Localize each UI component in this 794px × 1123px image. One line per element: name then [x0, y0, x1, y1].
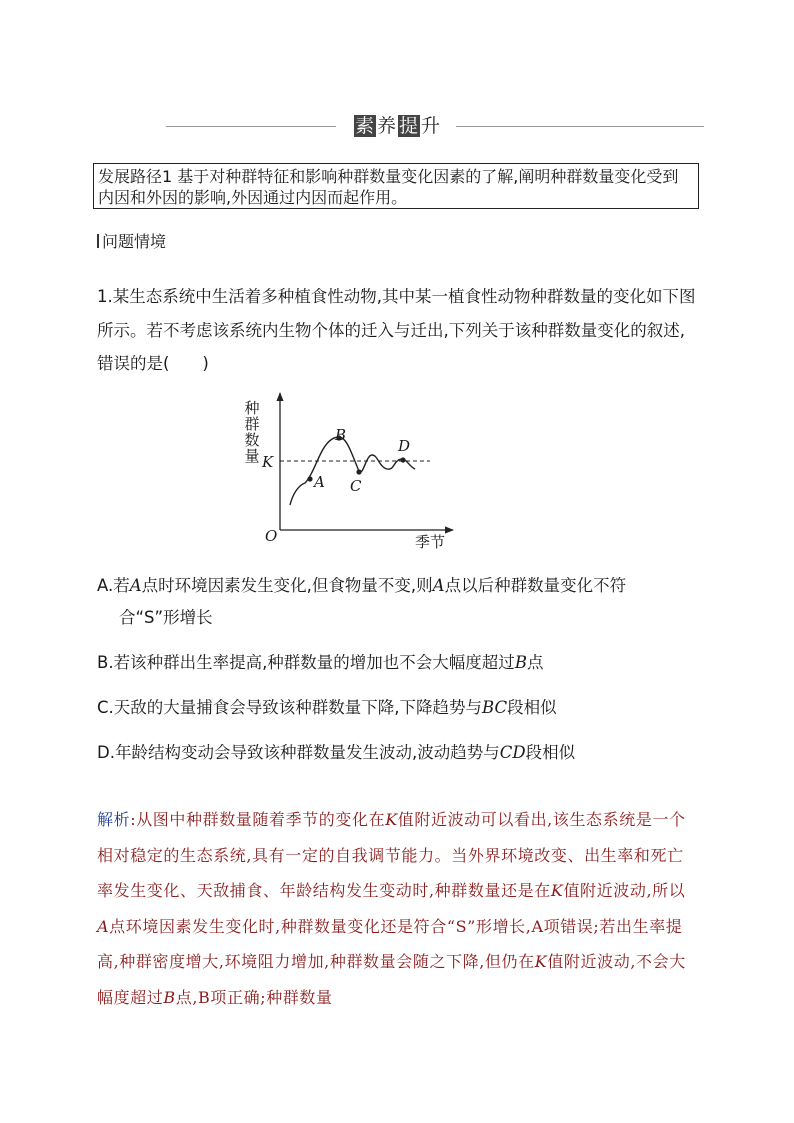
- analysis-part5: 值附近波动,不会大幅度超过: [97, 952, 686, 1007]
- point-a-label: A: [314, 473, 325, 491]
- question-text: 1.某生态系统中生活着多种植食性动物,其中某一植食性动物种群数量的变化如下图所示。若不考虑该系统内生物个体的迁入与迁出,下列关于该种群数量变化的叙述,错误的是( ): [97, 287, 696, 373]
- analysis-part2: 值附近波动可以看出,该生态系统是一个相对稳定的生态系统,具有一定的自我调节能力。当外界环境改变、出生率和死亡率发生变化、天敌捕食、年龄结构发生变动时,种群数量还是在: [97, 810, 686, 900]
- option-b-part2: 点: [526, 653, 544, 672]
- problem-scenario-heading: [97, 229, 166, 252]
- analysis-b: B: [163, 987, 176, 1007]
- option-c-var: BC: [482, 698, 508, 717]
- development-path-text: 发展路径1 基于对种群特征和影响种群数量变化因素的了解,阐明种群数量变化受到内因和外因的影响,外因通过内因而起作用。: [98, 167, 679, 207]
- option-a-var2: A: [432, 576, 445, 595]
- point-c-dot: [356, 469, 361, 474]
- point-c-label: C: [350, 477, 362, 495]
- option-a-part3: 点以后种群数量变化不符: [444, 576, 627, 595]
- development-path-box: [93, 163, 699, 209]
- analysis-a: A: [97, 916, 110, 936]
- option-a-part4: 合“S”形增长: [119, 608, 213, 627]
- analysis-section: [97, 802, 697, 1015]
- option-d-var: CD: [499, 743, 526, 762]
- question-stem: [97, 280, 697, 381]
- header-divider-right: [456, 126, 704, 127]
- population-figure: [235, 385, 460, 555]
- option-c: [97, 692, 701, 724]
- option-b-part1: B.若该种群出生率提高,种群数量的增加也不会大幅度超过: [97, 653, 515, 672]
- x-axis-label: 季节: [415, 533, 446, 551]
- option-a-var1: A: [129, 576, 142, 595]
- scenario-label: 问题情境: [102, 232, 167, 251]
- analysis-part4: 点环境因素发生变化时,种群数量变化还是符合“S”形增长,A项错误;若出生率提高,种群密度增大,环境阻力增加,种群数量会随之下降,但仍在: [97, 916, 683, 971]
- origin-label: O: [265, 527, 278, 545]
- option-d-part1: D.年龄结构变动会导致该种群数量发生波动,波动趋势与: [97, 743, 500, 762]
- title-char-1: 素: [355, 115, 376, 137]
- header-divider-left: [166, 126, 336, 127]
- point-d-dot: [400, 457, 405, 462]
- analysis-tag: 解析: [97, 810, 131, 829]
- option-a-part1: A.若: [97, 576, 130, 595]
- option-c-part1: C.天敌的大量捕食会导致该种群数量下降,下降趋势与: [97, 698, 483, 717]
- answer-options: [97, 570, 701, 769]
- heading-marker: [97, 234, 99, 248]
- option-c-part2: 段相似: [507, 698, 557, 717]
- analysis-part6: 点,B项正确;种群数量: [175, 987, 333, 1007]
- option-b: [97, 647, 701, 679]
- title-char-4: 升: [421, 115, 442, 137]
- option-d: [97, 737, 701, 769]
- k-label: K: [262, 453, 274, 471]
- analysis-part1: :从图中种群数量随着季节的变化在: [130, 810, 386, 829]
- y-axis-label: 种群数量: [244, 399, 260, 465]
- analysis-k2: K: [550, 881, 564, 900]
- section-title: [354, 115, 441, 137]
- title-char-3: 提: [399, 115, 420, 137]
- analysis-part3: 值附近波动,所以: [563, 881, 686, 900]
- option-a-part2: 点时环境因素发生变化,但食物量不变,则: [141, 576, 433, 595]
- point-d-label: D: [398, 437, 411, 455]
- option-d-part2: 段相似: [525, 743, 576, 762]
- section-header: [0, 112, 794, 142]
- point-a-dot: [307, 476, 312, 481]
- analysis-k3: K: [534, 952, 548, 971]
- option-b-var: B: [514, 653, 527, 672]
- analysis-k1: K: [385, 810, 398, 829]
- title-char-2: 养: [377, 115, 398, 137]
- option-a: [97, 570, 701, 634]
- point-b-label: B: [335, 426, 347, 444]
